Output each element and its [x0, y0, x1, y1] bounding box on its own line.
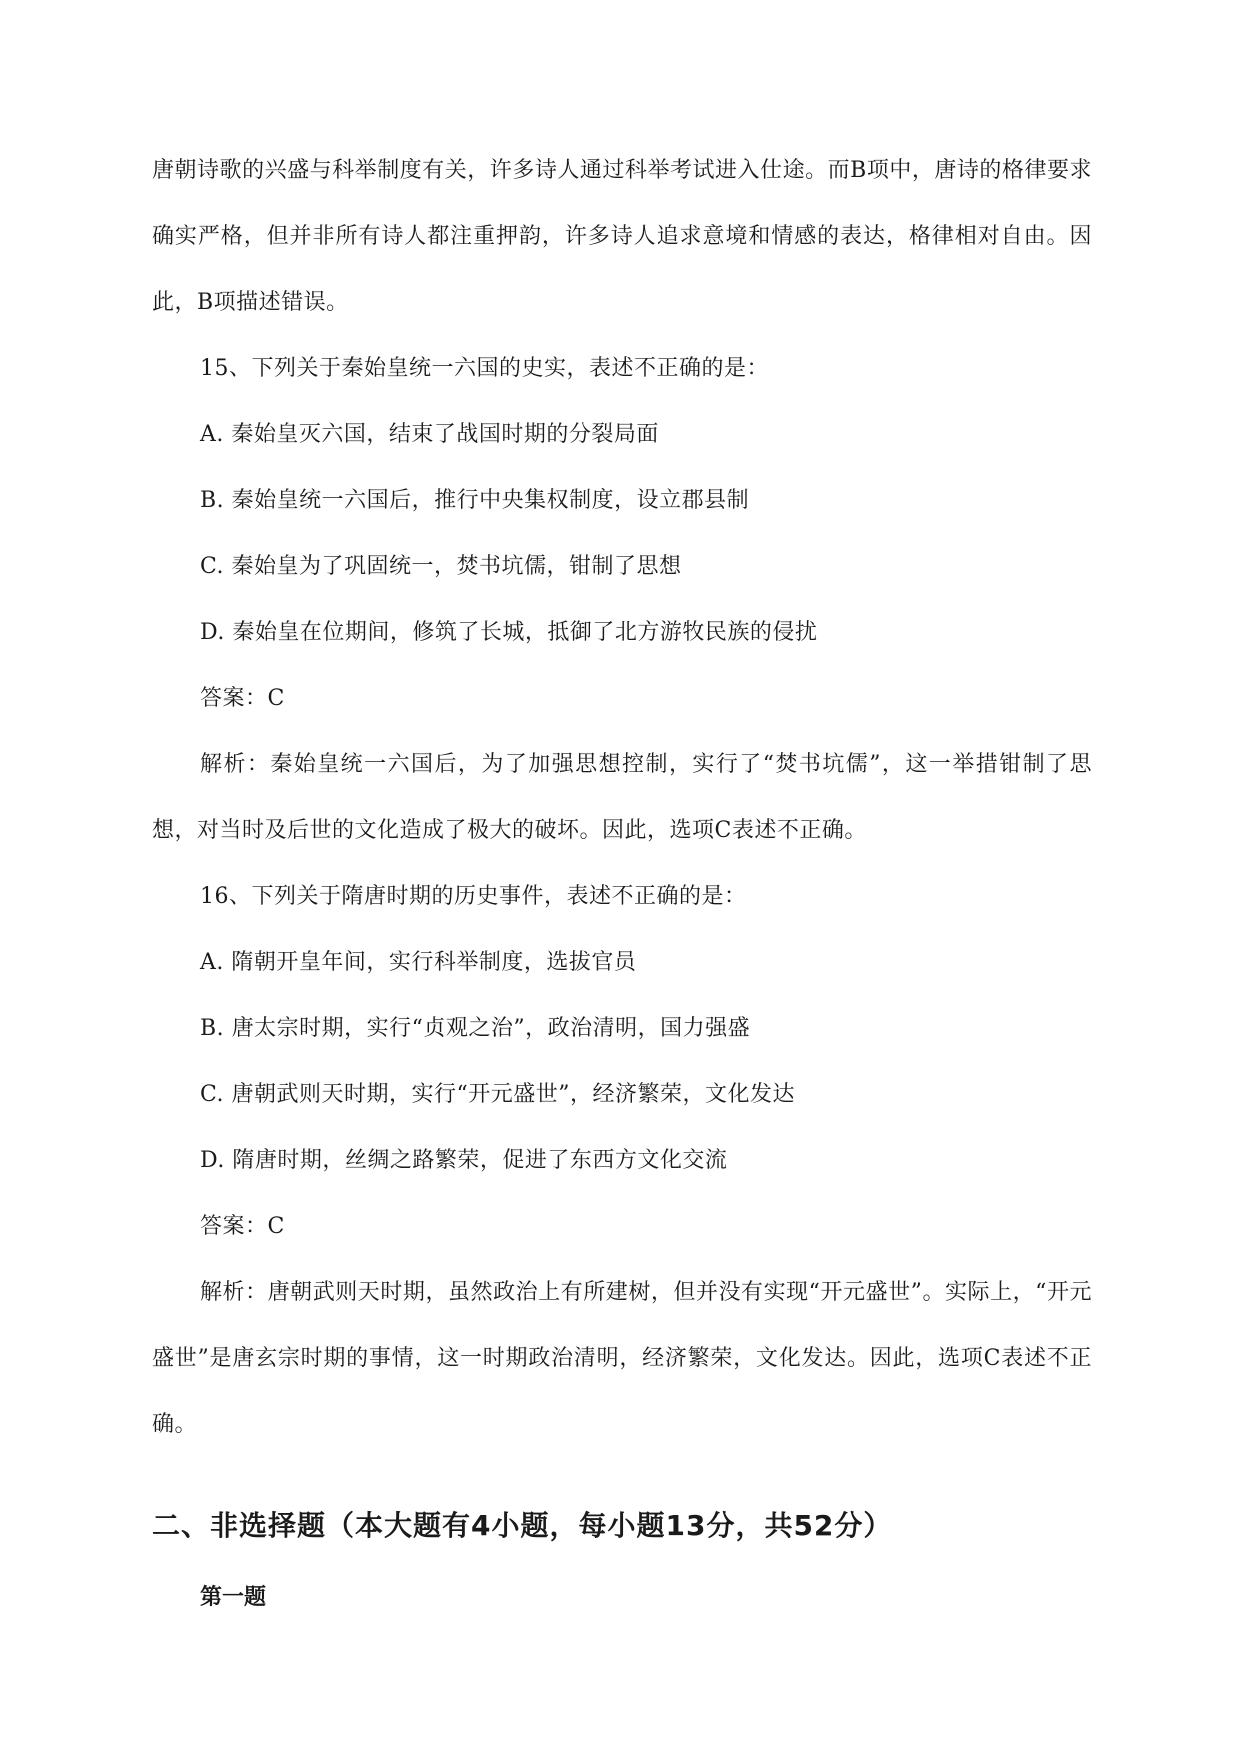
question-15-answer: 答案：C: [200, 686, 285, 711]
question-15-stem: 15、下列关于秦始皇统一六国的史实，表述不正确的是：: [200, 356, 769, 381]
question-16-answer: 答案：C: [200, 1214, 285, 1239]
question-15-option-d: D. 秦始皇在位期间，修筑了长城，抵御了北方游牧民族的侵扰: [200, 620, 818, 645]
section-2-title: 二、非选择题（本大题有4小题，每小题13分，共52分）: [152, 1509, 893, 1542]
first-question-title: 第一题: [200, 1585, 267, 1610]
question-16-option-c: C. 唐朝武则天时期，实行“开元盛世”，经济繁荣，文化发达: [200, 1082, 796, 1107]
question-16-option-a: A. 隋朝开皇年间，实行科举制度，选拔官员: [200, 950, 637, 975]
question-16-stem: 16、下列关于隋唐时期的历史事件，表述不正确的是：: [200, 884, 747, 909]
question-16-option-d: D. 隋唐时期，丝绸之路繁荣，促进了东西方文化交流: [200, 1148, 728, 1173]
intro-paragraph: 唐朝诗歌的兴盛与科举制度有关，许多诗人通过科举考试进入仕途。而B项中，唐诗的格律要求确实严格，但并非所有诗人都注重押韵，许多诗人追求意境和情感的表达，格律相对自由。因此，B项描述错误。: [152, 158, 1092, 315]
question-16-option-b: B. 唐太宗时期，实行“贞观之治”，政治清明，国力强盛: [200, 1016, 751, 1041]
document-content: [152, 138, 1092, 1618]
question-15-option-b: B. 秦始皇统一六国后，推行中央集权制度，设立郡县制: [200, 488, 750, 513]
question-15-analysis: 解析：秦始皇统一六国后，为了加强思想控制，实行了“焚书坑儒”，这一举措钳制了思想，对当时及后世的文化造成了极大的破坏。因此，选项C表述不正确。: [152, 752, 1092, 843]
question-16-analysis: 解析：唐朝武则天时期，虽然政治上有所建树，但并没有实现“开元盛世”。实际上，“开元盛世”是唐玄宗时期的事情，这一时期政治清明，经济繁荣，文化发达。因此，选项C表述不正确。: [152, 1280, 1092, 1437]
question-15-option-c: C. 秦始皇为了巩固统一，焚书坑儒，钳制了思想: [200, 554, 682, 579]
question-15-option-a: A. 秦始皇灭六国，结束了战国时期的分裂局面: [200, 422, 659, 447]
